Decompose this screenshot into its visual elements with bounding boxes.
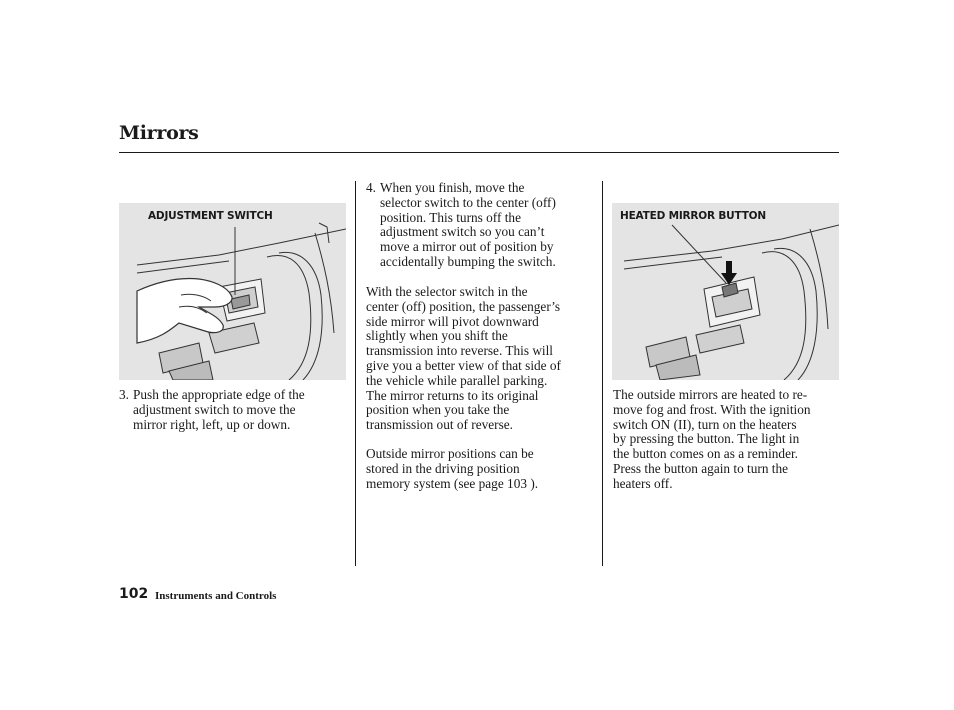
text-line: position. This turns off the [380,209,521,225]
heated-mirror-figure [612,203,839,380]
text-line: center (off) position, the passenger’s [366,298,561,314]
text-line: mirror right, left, up or down. [133,416,291,432]
step-3-number: 3. [119,387,129,402]
heated-mirror-button-label: HEATED MIRROR BUTTON [620,210,766,222]
text-line: position when you take the [366,402,510,418]
text-line: slightly when you shift the [366,328,508,344]
column-divider-1 [355,181,356,566]
text-line: selector switch to the center (off) [380,194,556,210]
text-line: stored in the driving position [366,460,520,476]
heated-mirror-illustration [612,203,839,380]
text-line: adjustment switch so you can’t [380,224,545,240]
page-number: 102 [119,586,149,602]
text-line: the button comes on as a reminder. [613,446,799,462]
column-divider-2 [602,181,603,566]
adjustment-switch-figure [119,203,346,380]
text-line: switch ON (II), turn on the heaters [613,416,797,432]
section-name: Instruments and Controls [155,590,277,602]
text-line: give you a better view of that side of [366,357,561,373]
text-line: Push the appropriate edge of the [133,387,305,402]
text-line: memory system (see page 103 ). [366,475,539,491]
step-3-instruction [119,388,305,432]
page-title: Mirrors [119,122,199,144]
text-line: Outside mirror positions can be [366,446,534,461]
adjustment-switch-illustration [119,203,346,380]
text-line: Press the button again to turn the [613,460,789,476]
text-line: transmission out of reverse. [366,417,513,433]
step-4-instruction [366,181,556,270]
text-line: move fog and frost. With the ignition [613,401,811,417]
text-line: When you finish, move the [380,180,525,195]
text-line: The mirror returns to its original [366,387,539,403]
text-line: transmission into reverse. This will [366,343,554,359]
memory-system-paragraph [366,447,538,491]
adjustment-switch-label: ADJUSTMENT SWITCH [148,210,273,222]
text-line: accidentally bumping the switch. [380,253,556,269]
text-line: by pressing the button. The light in [613,431,800,447]
step-4-number: 4. [366,180,376,195]
text-line: move a mirror out of position by [380,239,554,255]
title-divider [119,152,839,153]
text-line: The outside mirrors are heated to re- [613,387,808,402]
text-line: heaters off. [613,475,673,491]
text-line: adjustment switch to move the [133,401,296,417]
text-line: side mirror will pivot downward [366,313,539,329]
heated-mirrors-paragraph [613,388,811,492]
text-line: the vehicle while parallel parking. [366,372,548,388]
selector-switch-paragraph [366,285,561,433]
text-line: With the selector switch in the [366,284,528,299]
